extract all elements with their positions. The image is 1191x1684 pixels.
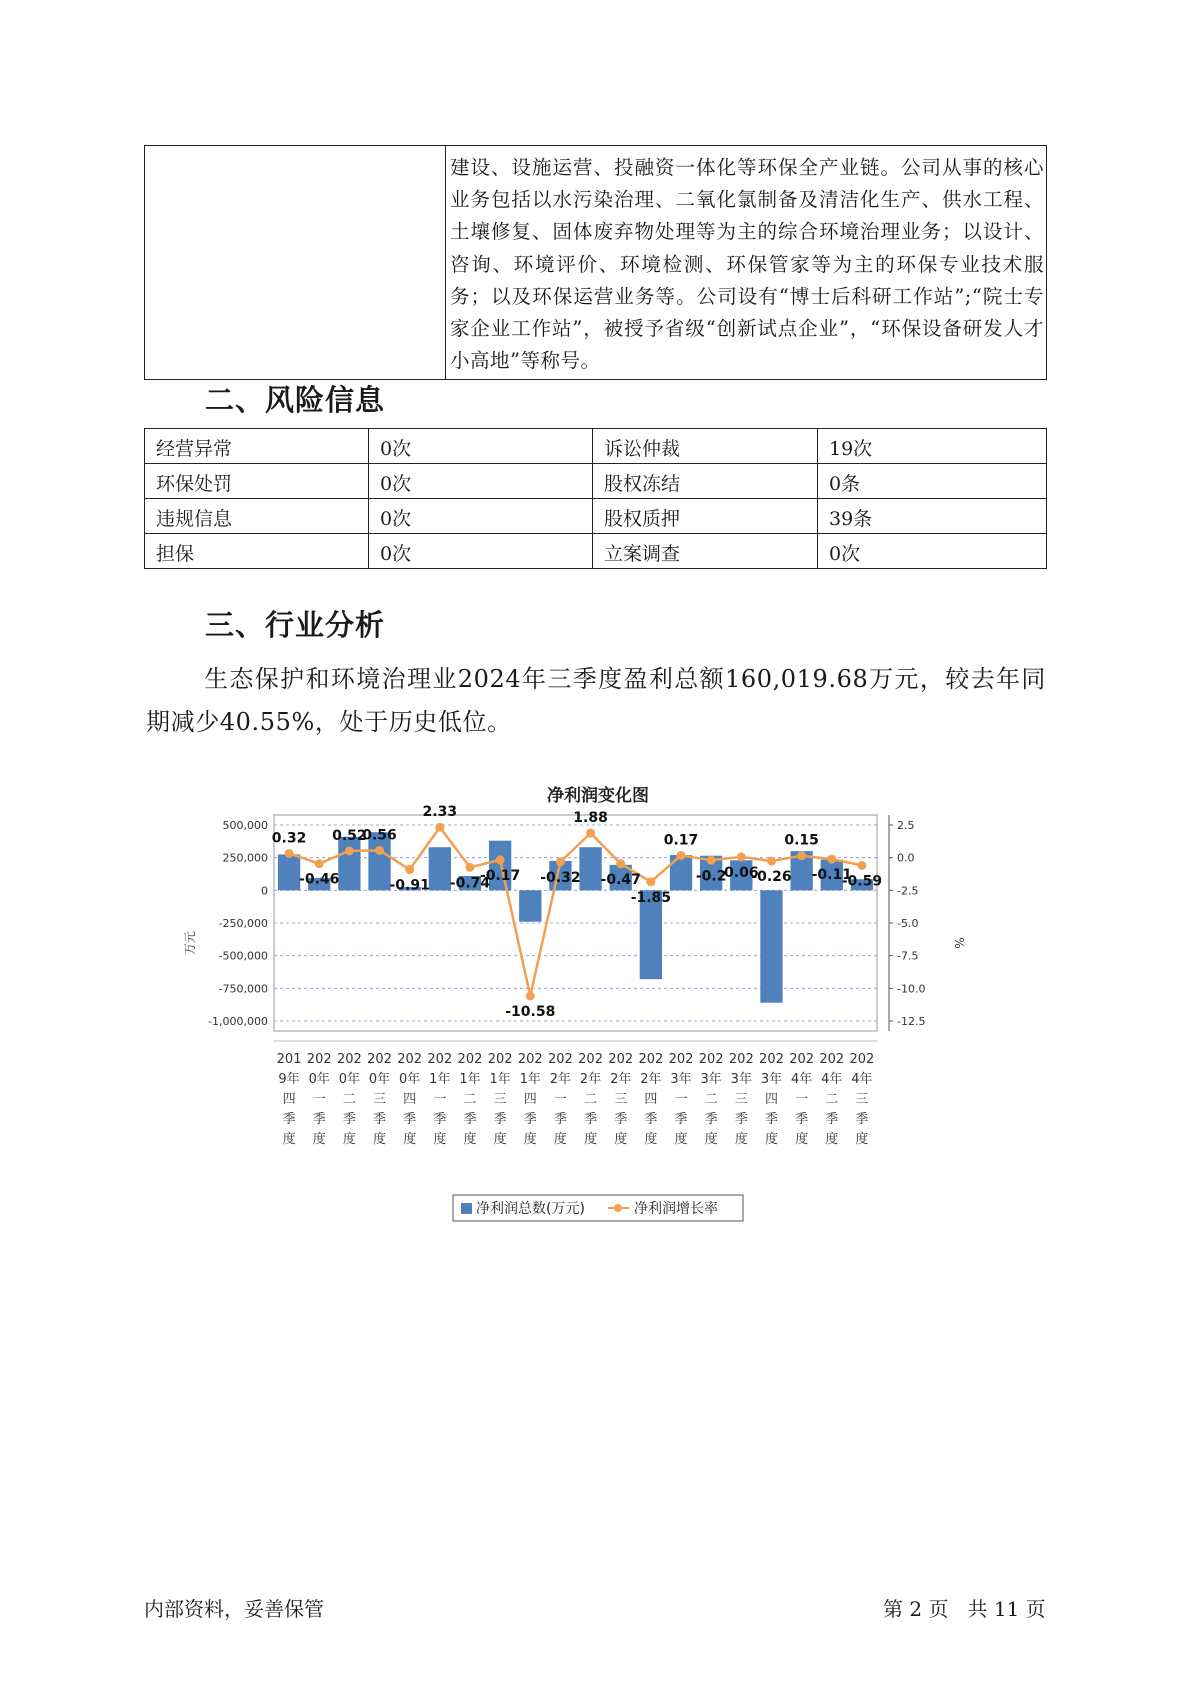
legend-line-marker: [614, 1204, 622, 1212]
x-tick-label: 1年: [489, 1072, 511, 1087]
growth-point: [375, 846, 384, 855]
growth-data-label: 0.52: [332, 827, 367, 844]
x-tick-label: 202: [668, 1052, 694, 1067]
right-axis-title: %: [952, 937, 966, 949]
risk-section-heading: 二、风险信息: [205, 383, 386, 417]
table-row: [145, 499, 1047, 534]
x-tick-label: 2年: [610, 1072, 632, 1087]
x-tick-label: 201: [276, 1052, 302, 1067]
growth-point: [556, 857, 565, 866]
x-tick-label: 一: [312, 1092, 326, 1107]
x-tick-label: 202: [306, 1052, 332, 1067]
company-intro-table: [144, 145, 1047, 380]
x-tick-label: 二: [463, 1092, 477, 1107]
x-tick-label: 季: [855, 1112, 869, 1127]
right-tick-label: -2.5: [897, 884, 919, 898]
growth-data-label: 0.32: [271, 830, 307, 847]
growth-data-label: -0.11: [811, 867, 852, 884]
bar: [670, 855, 692, 890]
x-tick-label: 二: [584, 1092, 598, 1107]
growth-point: [857, 861, 866, 870]
growth-point: [646, 877, 655, 886]
growth-point: [737, 852, 746, 861]
x-tick-label: 202: [487, 1052, 513, 1067]
x-tick-label: 季: [704, 1112, 718, 1127]
x-tick-label: 一: [795, 1092, 809, 1107]
net-profit-chart: [180, 775, 966, 1240]
x-tick-label: 一: [433, 1092, 447, 1107]
risk-label: 担保: [145, 534, 369, 569]
x-tick-label: 1年: [429, 1072, 451, 1087]
bar: [519, 890, 541, 921]
risk-value: 0次: [369, 534, 593, 569]
x-tick-label: 四: [764, 1092, 778, 1107]
x-tick-label: 2年: [549, 1072, 572, 1087]
x-tick-label: 三: [373, 1092, 387, 1107]
x-tick-label: 度: [584, 1132, 598, 1147]
x-tick-label: 202: [819, 1052, 845, 1067]
risk-label: 股权冻结: [593, 464, 818, 499]
x-tick-label: 三: [614, 1092, 628, 1107]
table-row: [145, 534, 1047, 569]
x-tick-label: 4年: [821, 1072, 843, 1087]
bar: [278, 854, 300, 890]
growth-point: [315, 859, 324, 868]
x-tick-label: 1年: [519, 1072, 541, 1087]
x-tick-label: 度: [463, 1132, 477, 1147]
x-tick-label: 0年: [368, 1072, 391, 1087]
right-tick-label: -12.5: [897, 1015, 926, 1028]
x-tick-label: 3年: [760, 1072, 783, 1087]
x-tick-label: 度: [403, 1132, 417, 1147]
x-tick-label: 季: [764, 1112, 778, 1127]
growth-point: [465, 863, 474, 872]
growth-point: [827, 855, 836, 864]
table-row: [145, 464, 1047, 499]
left-tick-label: -250,000: [218, 917, 268, 930]
x-tick-label: 度: [614, 1132, 628, 1147]
growth-point: [586, 829, 595, 838]
x-tick-label: 202: [698, 1052, 724, 1067]
growth-point: [767, 857, 776, 866]
x-tick-label: 季: [734, 1112, 748, 1127]
risk-info-table: [144, 428, 1047, 569]
x-axis-labels: [274, 1041, 877, 1147]
x-tick-label: 度: [523, 1132, 537, 1147]
risk-value: 0条: [818, 464, 1047, 499]
x-tick-label: 四: [282, 1092, 296, 1107]
left-y-axis: [208, 819, 268, 1028]
x-tick-label: 三: [855, 1092, 869, 1107]
risk-label: 环保处罚: [145, 464, 369, 499]
x-tick-label: 202: [728, 1052, 754, 1067]
growth-data-label: 0.17: [663, 832, 699, 849]
x-tick-label: 1年: [459, 1072, 481, 1087]
x-tick-label: 二: [825, 1092, 839, 1107]
x-tick-label: 0年: [308, 1072, 330, 1087]
bar: [429, 847, 451, 890]
growth-point: [707, 856, 716, 865]
growth-data-label: -0.2: [695, 868, 727, 885]
risk-label: 股权质押: [593, 499, 818, 534]
risk-label: 诉讼仲裁: [593, 429, 818, 464]
x-tick-label: 三: [493, 1092, 507, 1107]
left-tick-label: 250,000: [222, 851, 268, 865]
growth-data-label: 0.15: [784, 832, 819, 849]
x-tick-label: 度: [644, 1132, 658, 1147]
x-tick-label: 三: [734, 1092, 748, 1107]
x-tick-label: 202: [578, 1052, 603, 1067]
x-tick-label: 度: [674, 1132, 688, 1147]
risk-value: 0次: [818, 534, 1047, 569]
x-tick-label: 度: [704, 1132, 718, 1147]
left-tick-label: -750,000: [218, 982, 268, 996]
x-tick-label: 二: [704, 1092, 718, 1107]
x-tick-label: 202: [548, 1052, 573, 1067]
risk-value: 39条: [818, 499, 1047, 534]
left-tick-label: -500,000: [218, 949, 268, 963]
growth-point: [285, 849, 294, 858]
x-tick-label: 度: [312, 1132, 326, 1147]
x-tick-label: 季: [553, 1112, 567, 1127]
left-axis-title: 万元: [183, 930, 197, 956]
x-tick-label: 度: [795, 1132, 809, 1147]
x-tick-label: 度: [553, 1132, 567, 1147]
x-tick-label: 度: [825, 1132, 839, 1147]
x-tick-label: 季: [644, 1112, 658, 1127]
chart-legend: [453, 1195, 743, 1221]
x-tick-label: 202: [367, 1052, 392, 1067]
bar: [579, 847, 601, 890]
right-tick-label: 0.0: [897, 851, 915, 865]
x-tick-label: 4年: [790, 1072, 813, 1087]
x-tick-label: 度: [373, 1132, 387, 1147]
x-tick-label: 0年: [399, 1072, 421, 1087]
x-tick-label: 202: [789, 1052, 815, 1067]
x-tick-label: 二: [342, 1092, 356, 1107]
x-tick-label: 季: [795, 1112, 809, 1127]
legend-bar-swatch: [461, 1203, 472, 1214]
x-tick-label: 季: [433, 1112, 447, 1127]
x-tick-label: 度: [342, 1132, 356, 1147]
legend-line-label: 净利润增长率: [634, 1201, 718, 1217]
intro-label-cell: [145, 146, 446, 380]
x-tick-label: 9年: [278, 1072, 300, 1087]
x-tick-label: 2年: [579, 1072, 602, 1087]
x-tick-label: 度: [433, 1132, 447, 1147]
growth-point: [526, 991, 535, 1000]
growth-data-label: -1.85: [630, 889, 672, 906]
growth-data-label: 1.88: [573, 810, 608, 827]
x-tick-label: 202: [759, 1052, 784, 1067]
x-tick-label: 度: [282, 1132, 296, 1147]
x-tick-label: 202: [849, 1052, 875, 1067]
x-tick-label: 四: [403, 1092, 417, 1107]
x-tick-label: 季: [584, 1112, 598, 1127]
x-tick-label: 季: [825, 1112, 839, 1127]
x-tick-label: 季: [674, 1112, 688, 1127]
x-tick-label: 四: [644, 1092, 658, 1107]
bar: [760, 890, 782, 1002]
growth-data-label: -0.47: [600, 871, 641, 888]
growth-data-label: -0.17: [479, 867, 521, 884]
growth-point: [616, 859, 625, 868]
footer-note: 内部资料，妥善保管: [144, 1597, 324, 1621]
growth-point: [797, 851, 806, 860]
growth-point: [435, 823, 444, 832]
x-tick-label: 季: [342, 1112, 356, 1127]
growth-data-label: -10.58: [505, 1003, 556, 1020]
x-tick-label: 0年: [338, 1072, 361, 1087]
x-tick-label: 季: [312, 1112, 326, 1127]
x-tick-label: 202: [517, 1052, 543, 1067]
chart-title: 净利润变化图: [547, 786, 649, 806]
growth-data-label: 2.33: [422, 804, 458, 821]
x-tick-label: 季: [403, 1112, 417, 1127]
risk-label: 违规信息: [145, 499, 369, 534]
x-tick-label: 3年: [670, 1072, 692, 1087]
x-tick-label: 202: [457, 1052, 483, 1067]
industry-analysis-paragraph: 生态保护和环境治理业2024年三季度盈利总额160,019.68万元，较去年同期减少40.55%，处于历史低位。: [146, 665, 1046, 736]
x-tick-label: 季: [463, 1112, 477, 1127]
x-tick-label: 2年: [640, 1072, 662, 1087]
risk-value: 0次: [369, 499, 593, 534]
x-tick-label: 202: [336, 1052, 362, 1067]
right-y-axis: [889, 815, 925, 1031]
right-tick-label: -5.0: [897, 917, 919, 930]
right-tick-label: -10.0: [897, 982, 926, 996]
x-tick-label: 一: [674, 1092, 688, 1107]
left-tick-label: 500,000: [222, 819, 268, 832]
growth-data-label: 0.06: [724, 864, 759, 881]
company-intro-text: 建设、设施运营、投融资一体化等环保全产业链。公司从事的核心业务包括以水污染治理、二氧化氯制备及清洁化生产、供水工程、土壤修复、固体废弃物处理等为主的综合环境治理业务；以设计、咨询、环境评价、环境检测、环保管家等为主的环保专业技术服务；以及环保运营业务等。公司设有“博士后科研工作站”;“院士专家企业工作站”，被授予省级“创新试点企业”，“环保设备研发人才小高地”等称号。: [446, 146, 1047, 380]
x-tick-label: 202: [608, 1052, 634, 1067]
growth-point: [677, 851, 686, 860]
risk-value: 19次: [818, 429, 1047, 464]
right-tick-label: -7.5: [897, 949, 919, 963]
x-tick-label: 季: [282, 1112, 296, 1127]
growth-data-label: 0.56: [362, 827, 397, 844]
page-number: 第 2 页 共 11 页: [883, 1597, 1046, 1621]
x-tick-label: 季: [493, 1112, 507, 1127]
growth-point: [345, 846, 354, 855]
x-tick-label: 202: [427, 1052, 453, 1067]
x-tick-label: 季: [373, 1112, 387, 1127]
x-tick-label: 202: [397, 1052, 423, 1067]
risk-label: 立案调查: [593, 534, 818, 569]
x-tick-label: 一: [553, 1092, 567, 1107]
growth-data-label: -0.91: [389, 877, 430, 894]
left-tick-label: -1,000,000: [208, 1015, 268, 1028]
growth-point: [496, 855, 505, 864]
x-tick-label: 四: [523, 1092, 537, 1107]
x-tick-label: 202: [638, 1052, 664, 1067]
right-tick-label: 2.5: [897, 819, 915, 832]
risk-label: 经营异常: [145, 429, 369, 464]
risk-value: 0次: [369, 429, 593, 464]
x-tick-label: 度: [764, 1132, 778, 1147]
x-tick-label: 度: [855, 1132, 869, 1147]
legend-bar-label: 净利润总数(万元): [476, 1201, 585, 1217]
x-tick-label: 度: [493, 1132, 507, 1147]
x-tick-label: 季: [614, 1112, 628, 1127]
x-tick-label: 4年: [851, 1072, 873, 1087]
growth-point: [405, 865, 414, 874]
growth-data-label: -0.32: [540, 869, 581, 886]
growth-data-label: -0.46: [299, 871, 340, 888]
x-tick-label: 3年: [730, 1072, 752, 1087]
industry-section-heading: 三、行业分析: [205, 608, 386, 642]
growth-data-label: -0.74: [449, 875, 491, 892]
x-tick-label: 度: [734, 1132, 748, 1147]
risk-value: 0次: [369, 464, 593, 499]
x-tick-label: 3年: [700, 1072, 722, 1087]
bar: [338, 837, 360, 891]
x-tick-label: 季: [523, 1112, 537, 1127]
growth-data-label: -0.26: [751, 869, 792, 886]
growth-data-label: -0.59: [841, 873, 883, 890]
table-row: [145, 429, 1047, 464]
left-tick-label: 0: [261, 884, 268, 898]
